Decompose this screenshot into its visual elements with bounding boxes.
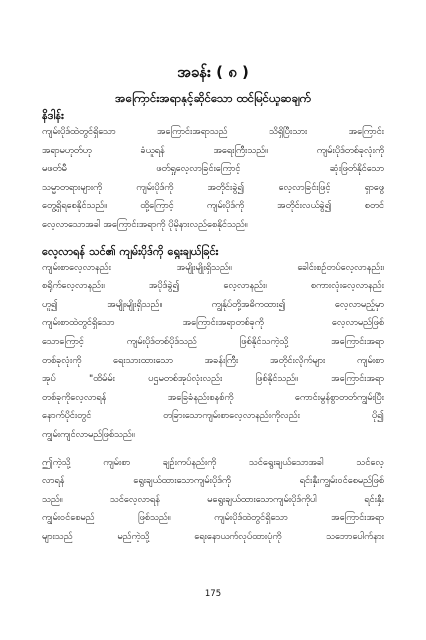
- text-line: ကျမ်းစာလေ့လာနည်း အမျိုးမျိုးရှိသည်။ ခေါင်းစဉ်တပ်လေ့လာနည်း၊: [42, 261, 384, 273]
- text-line: နောက်ပိုင်းတွင် တခြားသောကျမ်းစာလေ့လာနည်းကိုလည်း ပို၍: [42, 410, 384, 422]
- intro-paragraph: [42, 123, 384, 235]
- text-line: တစ်ခုလုံးကို ရေးသားထားသော အခန်းကြီး အတိုင်းလိုက်များ ကျမ်းစာ: [42, 354, 384, 366]
- text-line: ဟူ၍ အမျိုးမျိုးရှိသည်။ ကျွန်ုပ်တို့အဓိကထား၍ လေ့လာမည့်မှာ: [42, 298, 384, 310]
- text-line: ဤကဲ့သို့ ကျမ်းစာ ချဉ်းကပ်နည်းကို သင်ရွေးချယ်သောအခါ သင်လေ့: [42, 456, 384, 468]
- text-line: များသည် မည်ကဲ့သို့ ရေးနောယက်လုပ်ထားပုံကို သဘောပေါက်နား: [42, 530, 384, 542]
- chapter-subtitle: အကြောင်းအရာနှင့်ဆိုင်သော ထင်မြင်ယူဆချက်: [115, 91, 311, 105]
- text-line: တစ်ခုကိုလေ့လာရန် အခြေခံနည်းစနစ်ကို ကောင်းမွန်စွာတတ်ကျွမ်းပြီး: [42, 391, 384, 403]
- text-line: လေ့လာသောအခါ အကြောင်းအရာကို ပိုမိုနားလည်စေနိုင်သည်။: [42, 218, 248, 230]
- text-line: သမ္မာတရားများကို ကျမ်းပိုဒ်ကို အတိုင်းခွဲ၍ လေ့လာခြင်းဖြင့် ရှာဖွေ: [42, 181, 384, 193]
- text-line: လာရန် ရွေးချယ်ထားသောကျမ်းပိုဒ်ကို ရင်းနှီးကျွမ်းဝင်စေမည်ဖြစ်: [42, 475, 384, 487]
- intro-heading: နိဒါန်း: [42, 109, 64, 122]
- section-heading: လေ့လာရန် သင်၏ ကျမ်းပိုဒ်ကို ရွေးချယ်ခြင်း: [42, 244, 219, 258]
- text-line: အရာမဟုတ်ဟု ခံယူရန် အရေးကြီးသည်။ ကျမ်းပိုဒ်တစ်ခုလုံးကို: [42, 144, 384, 156]
- text-line: မဖတ်မီ ဖတ်ရှုလေ့လာခြင်းကြောင့် ဆုံးဖြတ်နိုင်သော: [42, 163, 384, 175]
- text-line: တွေ့ရှိရစေနိုင်သည်။ ထို့ကြောင့် ကျမ်းပိုဒ်ကို အတိုင်းလယ်ခွဲ၍ စတင်: [42, 200, 384, 212]
- text-line: ကျမ်းစာထဲတွင်ရှိသော အကြောင်းအရာတစ်ခုကို လေ့လာမည်ဖြစ်: [42, 317, 384, 329]
- text-line: စရိုက်လေ့လာနည်း၊ အပိုဒ်ခွဲ၍ လေ့လာနည်း၊ စကားလုံးလေ့လာနည်း: [42, 280, 384, 292]
- text-line: ကျွမ်းကျင်လာမည်ဖြစ်သည်။: [42, 428, 135, 440]
- text-line: ကျမ်းပိုဒ်ထဲတွင်ရှိသော အကြောင်းအရာသည် သိရှိပြီးသား အကြောင်း: [42, 126, 384, 137]
- page-number: 175: [204, 589, 222, 599]
- chapter-title: အခန်း ( ၈ ): [177, 63, 249, 81]
- text-line: အုပ် "ထိမ်မ်း ပဌမတစ်အုပ်လုံးလည်း ဖြစ်နိုင်သည်။ အကြောင်းအရာ: [42, 373, 384, 385]
- body-paragraph-2: [42, 454, 384, 547]
- body-paragraph-1: [42, 259, 384, 445]
- text-line: သည်။ သင်လေ့လာရန် မရွေးချယ်ထားသောကျမ်းပိုဒ်ကိုပါ ရင်းနှီး: [42, 493, 384, 505]
- text-line: ကျွမ်းဝင်စေမည် ဖြစ်သည်။ ကျမ်းပိုဒ်ထဲတွင်ရှိသော အကြောင်းအရာ: [42, 512, 384, 524]
- text-line: သောကြောင့် ကျမ်းပိုဒ်တစ်ပိုဒ်သည် ဖြစ်နိုင်သကဲ့သို့ အကြောင်းအရာ: [42, 335, 384, 347]
